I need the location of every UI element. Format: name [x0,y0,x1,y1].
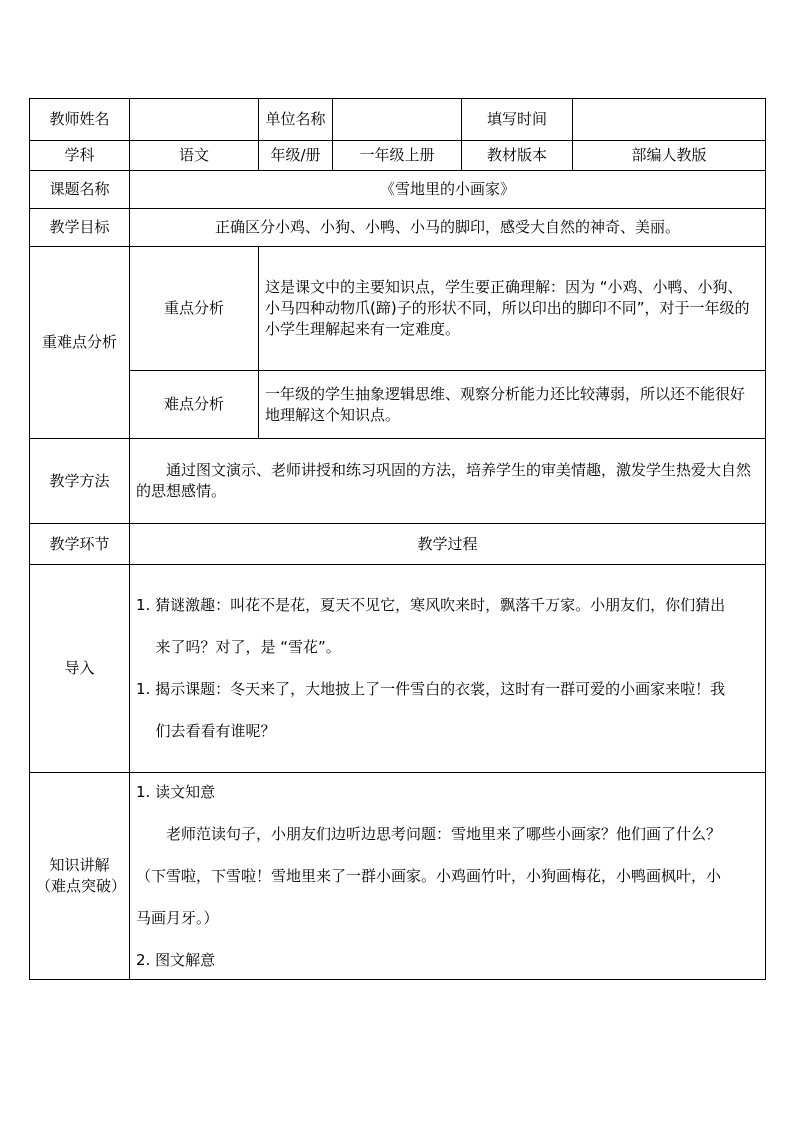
intro-content [130,565,766,773]
objective-value: 正确区分小鸡、小狗、小鸭、小马的脚印，感受大自然的神奇、美丽。 [130,209,766,247]
knowledge-label [30,773,130,980]
textbook-value: 部编人教版 [573,141,766,171]
row-subject-info [30,141,766,171]
grade-value: 一年级上册 [333,141,462,171]
lesson-plan-table [29,98,766,980]
knowledge-item-1-answer-line-2: 马画月牙。） [136,908,219,927]
row-objective [30,209,766,247]
textbook-label: 教材版本 [462,141,573,171]
knowledge-item-1-text: 老师范读句子，小朋友们边听边思考问题：雪地里来了哪些小画家？他们画了什么？ [166,824,722,843]
key-analysis-text [259,247,766,371]
analysis-label: 重难点分析 [30,247,130,439]
difficulty-analysis-label: 难点分析 [130,371,259,439]
intro-item-2-line-1: 1. 揭示课题：冬天来了，大地披上了一件雪白的衣裳，这时有一群可爱的小画家来啦！我 [136,680,726,698]
method-text: 通过图文演示、老师讲授和练习巩固的方法，培养学生的审美情趣，激发学生热爱大自然的思想感情。 [130,439,766,524]
subject-value: 语文 [130,141,259,171]
knowledge-content [130,773,766,980]
grade-label: 年级/册 [259,141,333,171]
topic-value: 《雪地里的小画家》 [130,171,766,209]
fill-time-label: 填写时间 [462,99,573,141]
unit-name-field[interactable] [333,99,462,141]
intro-item-2-line-2: 们去看看有谁呢？ [155,722,276,740]
knowledge-label-line-1: 知识讲解 [49,856,110,874]
knowledge-label-line-2: （难点突破） [36,877,127,895]
teacher-name-label: 教师姓名 [30,99,130,141]
knowledge-item-1: 1. 读文知意 [136,782,216,801]
row-difficulty-analysis [30,371,766,439]
unit-name-label: 单位名称 [259,99,333,141]
row-method [30,439,766,524]
knowledge-item-1-answer-line-1: （下雪啦，下雪啦！雪地里来了一群小画家。小鸡画竹叶，小狗画梅花，小鸭画枫叶，小 [136,866,722,885]
subject-label: 学科 [30,141,130,171]
intro-item-1-line-2: 来了吗？对了，是 “雪花”。 [155,638,341,656]
process-title: 教学过程 [130,524,766,565]
teacher-name-field[interactable] [130,99,259,141]
row-knowledge [30,773,766,980]
key-analysis-line-1: 这是课文中的主要知识点，学生要正确理解：因为 “小鸡、小鸭、小狗、 [265,278,743,296]
topic-label: 课题名称 [30,171,130,209]
difficulty-analysis-text: 一年级的学生抽象逻辑思维、观察分析能力还比较薄弱，所以还不能很好地理解这个知识点。 [259,371,766,439]
row-process-header [30,524,766,565]
row-topic [30,171,766,209]
row-intro [30,565,766,773]
method-label: 教学方法 [30,439,130,524]
key-analysis-line-2: 小马四种动物爪(蹄)子的形状不同，所以印出的脚印不同”，对于一年级的小学生理解起来有一定难度。 [265,299,750,338]
fill-time-field[interactable] [573,99,766,141]
knowledge-item-2: 2. 图文解意 [136,950,216,969]
intro-label: 导入 [30,565,130,773]
row-header-info [30,99,766,141]
objective-label: 教学目标 [30,209,130,247]
process-stage-label: 教学环节 [30,524,130,565]
intro-item-1-line-1: 1. 猜谜激趣：叫花不是花，夏天不见它，寒风吹来时，飘落千万家。小朋友们，你们猜出 [136,596,726,614]
row-key-analysis [30,247,766,371]
key-analysis-label: 重点分析 [130,247,259,371]
